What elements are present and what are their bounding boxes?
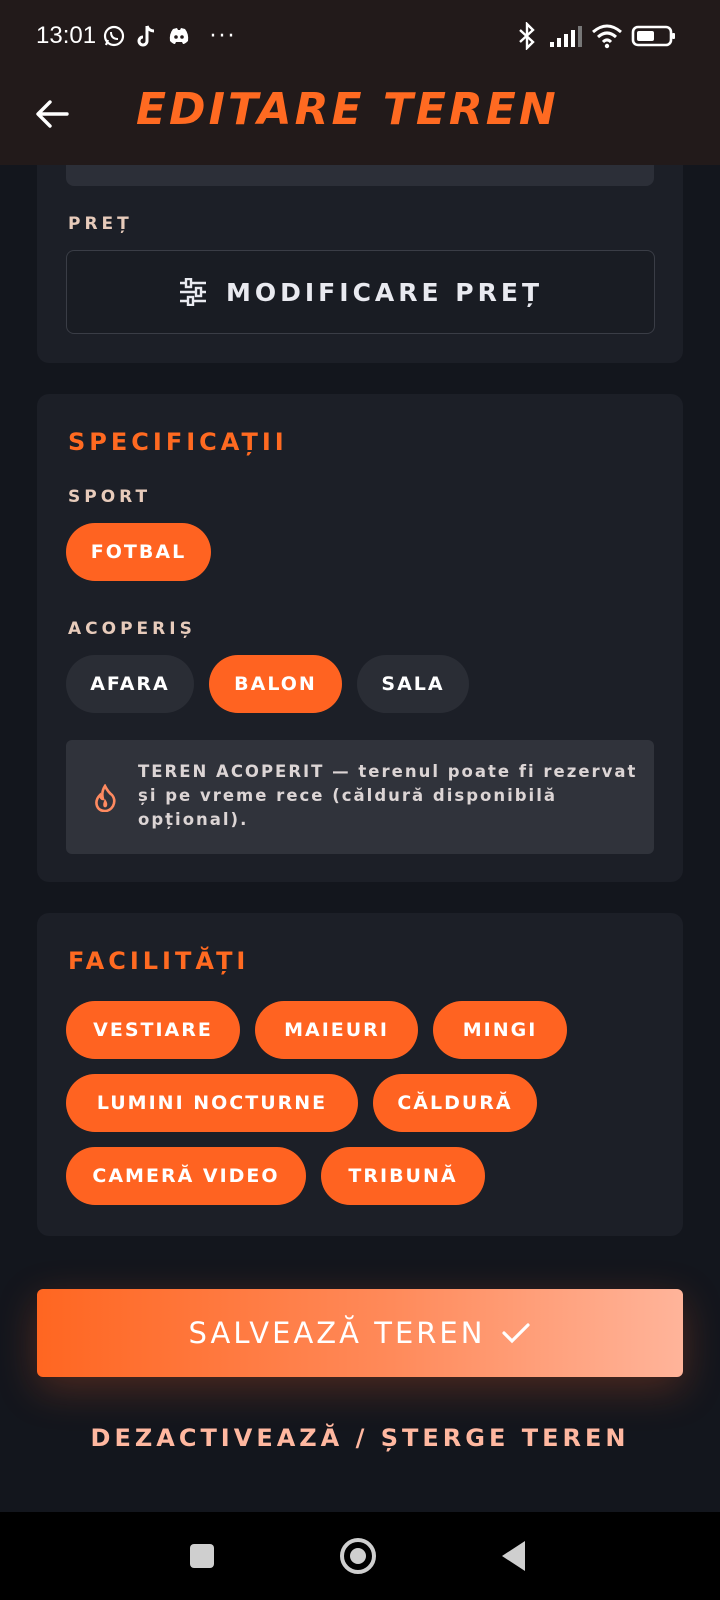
tune-icon [178,278,208,306]
discord-icon [165,20,193,52]
status-bar [0,0,720,78]
save-field-label: SALVEAZĂ TEREN [188,1316,486,1350]
status-time: 13:01 [36,22,97,49]
price-label: PREȚ [68,214,133,234]
chip-roof-afara[interactable]: AFARA [66,655,194,713]
chip-roof-sala[interactable]: SALA [357,655,469,713]
battery-icon [630,20,678,52]
roof-label: ACOPERIȘ [68,619,196,639]
arrow-left-icon [35,99,69,129]
chip-facility-maieuri[interactable]: MAIEURI [255,1001,418,1059]
modify-price-label: MODIFICARE PREȚ [226,277,543,307]
previous-input-field[interactable] [66,165,654,186]
modify-price-button[interactable] [66,250,655,334]
facilities-title: FACILITĂȚI [68,947,250,975]
bluetooth-icon [514,20,540,52]
back-button[interactable] [30,92,74,136]
chip-sport-fotbal[interactable]: FOTBAL [66,523,211,581]
sport-label: SPORT [68,487,152,507]
whatsapp-icon [100,20,128,52]
specifications-title: SPECIFICAȚII [68,428,288,456]
more-icon: ··· [209,23,237,49]
roof-info-box [66,740,654,854]
save-field-button[interactable] [37,1289,683,1377]
deactivate-delete-link[interactable]: DEZACTIVEAZĂ / ȘTERGE TEREN [90,1424,630,1452]
page-title: EDITARE TEREN [136,84,559,135]
home-icon[interactable] [334,1532,382,1580]
back-nav-icon[interactable] [490,1532,538,1580]
system-navigation-bar [0,1512,720,1600]
check-icon [501,1321,531,1345]
chip-roof-balon[interactable]: BALON [209,655,342,713]
app-header [0,0,720,165]
signal-icon [548,20,584,52]
flame-icon [92,784,118,816]
chip-facility-tribuna[interactable]: TRIBUNĂ [321,1147,485,1205]
roof-info-text: TEREN ACOPERIT — terenul poate fi rezervat și pe vreme rece (căldură disponibilă opțional). [138,762,638,829]
chip-facility-vestiare[interactable]: VESTIARE [66,1001,240,1059]
chip-facility-camera-video[interactable]: CAMERĂ VIDEO [66,1147,306,1205]
recents-icon[interactable] [178,1532,226,1580]
chip-facility-mingi[interactable]: MINGI [433,1001,567,1059]
chip-facility-caldura[interactable]: CĂLDURĂ [373,1074,537,1132]
chip-facility-lumini-nocturne[interactable]: LUMINI NOCTURNE [66,1074,358,1132]
tiktok-icon [133,20,161,52]
wifi-icon [590,20,624,52]
